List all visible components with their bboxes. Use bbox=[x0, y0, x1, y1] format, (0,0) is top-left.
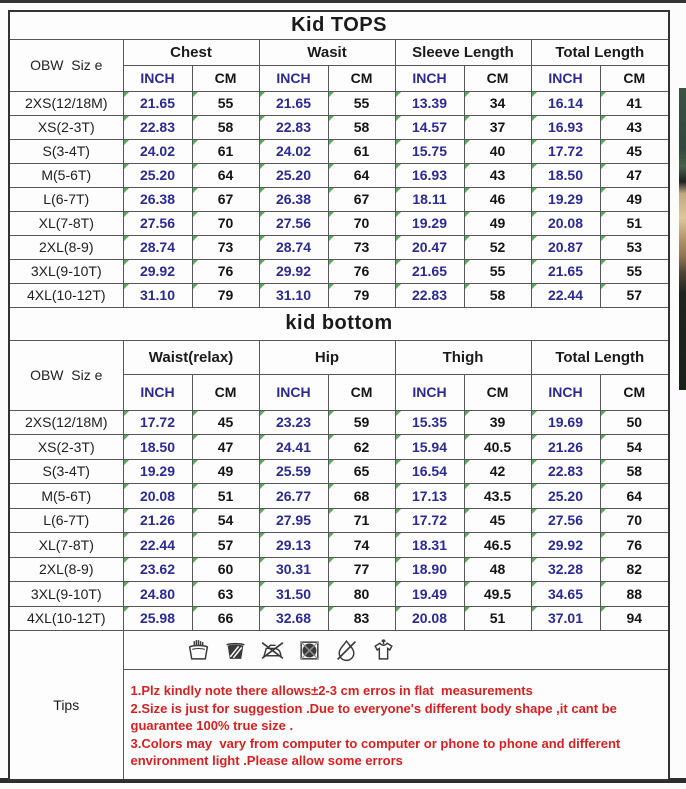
tips-section bbox=[9, 631, 669, 780]
cm-value: 64 bbox=[192, 163, 259, 187]
inch-value: 17.13 bbox=[395, 484, 464, 509]
unit-header-inch: INCH bbox=[395, 65, 464, 91]
kid-tops-title-row bbox=[9, 11, 669, 39]
inch-value: 21.65 bbox=[259, 91, 328, 115]
do-not-bleach-icon bbox=[334, 638, 359, 663]
care-icons bbox=[186, 638, 396, 663]
cm-value: 79 bbox=[328, 283, 395, 307]
size-label: XL(7-8T) bbox=[9, 533, 123, 558]
cm-value: 58 bbox=[464, 283, 531, 307]
group-header-total-length: Total Length bbox=[531, 39, 669, 65]
size-row bbox=[9, 283, 669, 307]
cm-value: 43 bbox=[600, 115, 669, 139]
inch-value: 16.93 bbox=[395, 163, 464, 187]
cm-value: 58 bbox=[328, 115, 395, 139]
cm-value: 73 bbox=[192, 235, 259, 259]
size-label: 3XL(9-10T) bbox=[9, 259, 123, 283]
size-row bbox=[9, 435, 669, 460]
inch-value: 24.02 bbox=[123, 139, 192, 163]
inch-value: 31.10 bbox=[259, 283, 328, 307]
inch-value: 24.02 bbox=[259, 139, 328, 163]
cm-value: 48 bbox=[464, 557, 531, 582]
obw-size-header: OBW Siz e bbox=[9, 39, 123, 91]
cm-value: 49.5 bbox=[464, 582, 531, 607]
inch-value: 15.75 bbox=[395, 139, 464, 163]
cm-value: 61 bbox=[192, 139, 259, 163]
cm-value: 60 bbox=[192, 557, 259, 582]
size-label: XL(7-8T) bbox=[9, 211, 123, 235]
kid-bottom-title-row bbox=[9, 307, 669, 340]
cm-value: 79 bbox=[192, 283, 259, 307]
cm-value: 70 bbox=[192, 211, 259, 235]
size-row bbox=[9, 410, 669, 435]
cm-value: 39 bbox=[464, 410, 531, 435]
inch-value: 13.39 bbox=[395, 91, 464, 115]
cm-value: 37 bbox=[464, 115, 531, 139]
kid-bottom-body bbox=[9, 410, 669, 631]
kid-tops-header bbox=[9, 11, 669, 91]
inch-value: 34.65 bbox=[531, 582, 600, 607]
size-row bbox=[9, 235, 669, 259]
cm-value: 40.5 bbox=[464, 435, 531, 460]
tip-line-1: 1.Plz kindly note there allows±2-3 cm erros in flat measurements bbox=[130, 683, 533, 698]
cm-value: 77 bbox=[328, 557, 395, 582]
inch-value: 19.29 bbox=[395, 211, 464, 235]
cm-value: 42 bbox=[464, 459, 531, 484]
inch-value: 16.93 bbox=[531, 115, 600, 139]
cm-value: 43.5 bbox=[464, 484, 531, 509]
cm-value: 70 bbox=[328, 211, 395, 235]
cm-value: 49 bbox=[192, 459, 259, 484]
size-row bbox=[9, 557, 669, 582]
cm-value: 68 bbox=[328, 484, 395, 509]
inch-value: 17.72 bbox=[531, 139, 600, 163]
unit-header-inch: INCH bbox=[123, 65, 192, 91]
unit-header-cm: CM bbox=[464, 65, 531, 91]
group-header-hip: Hip bbox=[259, 340, 395, 374]
inch-value: 20.47 bbox=[395, 235, 464, 259]
size-label: 2XL(8-9) bbox=[9, 235, 123, 259]
inch-value: 31.50 bbox=[259, 582, 328, 607]
size-label: 4XL(10-12T) bbox=[9, 606, 123, 631]
inch-value: 29.92 bbox=[531, 533, 600, 558]
cm-value: 55 bbox=[192, 91, 259, 115]
unit-header-cm: CM bbox=[328, 65, 395, 91]
inch-value: 21.65 bbox=[123, 91, 192, 115]
kid-tops-group-row bbox=[9, 39, 669, 65]
cm-value: 45 bbox=[464, 508, 531, 533]
cm-value: 71 bbox=[328, 508, 395, 533]
inch-value: 22.83 bbox=[395, 283, 464, 307]
inch-value: 19.29 bbox=[531, 187, 600, 211]
inch-value: 28.74 bbox=[123, 235, 192, 259]
inch-value: 32.28 bbox=[531, 557, 600, 582]
unit-header-inch: INCH bbox=[259, 65, 328, 91]
cm-value: 70 bbox=[600, 508, 669, 533]
cm-value: 62 bbox=[328, 435, 395, 460]
inch-value: 22.44 bbox=[123, 533, 192, 558]
size-label: M(5-6T) bbox=[9, 484, 123, 509]
size-label: L(6-7T) bbox=[9, 187, 123, 211]
do-not-tumble-dry-icon bbox=[297, 638, 322, 663]
inch-value: 22.83 bbox=[123, 115, 192, 139]
size-row bbox=[9, 163, 669, 187]
adjacent-photo-sliver bbox=[679, 88, 686, 390]
cm-value: 82 bbox=[600, 557, 669, 582]
size-label: S(3-4T) bbox=[9, 459, 123, 484]
inch-value: 32.68 bbox=[259, 606, 328, 631]
size-label: XS(2-3T) bbox=[9, 435, 123, 460]
tip-line-2: 2.Size is just for suggestion .Due to everyone's different body shape ,it cant be guarantee 100% true size . bbox=[130, 700, 621, 733]
cm-value: 47 bbox=[192, 435, 259, 460]
inch-value: 18.90 bbox=[395, 557, 464, 582]
size-row bbox=[9, 115, 669, 139]
inch-value: 16.54 bbox=[395, 459, 464, 484]
inch-value: 23.62 bbox=[123, 557, 192, 582]
cm-value: 51 bbox=[600, 211, 669, 235]
kid-bottom-title: kid bottom bbox=[9, 307, 669, 340]
size-row bbox=[9, 582, 669, 607]
inch-value: 27.56 bbox=[123, 211, 192, 235]
inch-value: 20.08 bbox=[395, 606, 464, 631]
group-header-waist: Wasit bbox=[259, 39, 395, 65]
cm-value: 49 bbox=[600, 187, 669, 211]
inch-value: 25.20 bbox=[531, 484, 600, 509]
inch-value: 24.80 bbox=[123, 582, 192, 607]
shirt-hang-dry-icon bbox=[371, 638, 396, 663]
inch-value: 15.94 bbox=[395, 435, 464, 460]
unit-header-cm: CM bbox=[192, 374, 259, 410]
cm-value: 61 bbox=[328, 139, 395, 163]
kid-bottom-group-row bbox=[9, 340, 669, 374]
unit-header-cm: CM bbox=[464, 374, 531, 410]
inch-value: 23.23 bbox=[259, 410, 328, 435]
unit-header-cm: CM bbox=[328, 374, 395, 410]
cm-value: 64 bbox=[600, 484, 669, 509]
hand-wash-icon bbox=[186, 638, 211, 663]
size-row bbox=[9, 259, 669, 283]
group-header-sleeve-length: Sleeve Length bbox=[395, 39, 531, 65]
cm-value: 43 bbox=[464, 163, 531, 187]
size-row bbox=[9, 211, 669, 235]
cm-value: 58 bbox=[600, 459, 669, 484]
size-label: S(3-4T) bbox=[9, 139, 123, 163]
unit-header-inch: INCH bbox=[395, 374, 464, 410]
cm-value: 49 bbox=[464, 211, 531, 235]
tips-label: Tips bbox=[9, 631, 123, 780]
group-header-total-length: Total Length bbox=[531, 340, 669, 374]
inch-value: 14.57 bbox=[395, 115, 464, 139]
unit-header-cm: CM bbox=[600, 65, 669, 91]
care-icons-row bbox=[9, 631, 669, 670]
inch-value: 27.56 bbox=[531, 508, 600, 533]
size-label: 3XL(9-10T) bbox=[9, 582, 123, 607]
tip-line-3: 3.Colors may vary from computer to computer or phone to phone and different environment light .Please allow some errors bbox=[130, 735, 624, 768]
cm-value: 66 bbox=[192, 606, 259, 631]
kid-tops-title: Kid TOPS bbox=[9, 11, 669, 39]
unit-header-cm: CM bbox=[192, 65, 259, 91]
cm-value: 63 bbox=[192, 582, 259, 607]
cm-value: 57 bbox=[192, 533, 259, 558]
cm-value: 51 bbox=[464, 606, 531, 631]
size-label: 2XS(12/18M) bbox=[9, 91, 123, 115]
kid-bottom-header bbox=[9, 307, 669, 410]
size-row bbox=[9, 91, 669, 115]
size-row bbox=[9, 459, 669, 484]
cm-value: 55 bbox=[600, 259, 669, 283]
unit-header-inch: INCH bbox=[123, 374, 192, 410]
inch-value: 30.31 bbox=[259, 557, 328, 582]
cm-value: 67 bbox=[192, 187, 259, 211]
size-row bbox=[9, 533, 669, 558]
inch-value: 19.49 bbox=[395, 582, 464, 607]
inch-value: 26.38 bbox=[259, 187, 328, 211]
kid-tops-body bbox=[9, 91, 669, 307]
cm-value: 67 bbox=[328, 187, 395, 211]
cm-value: 41 bbox=[600, 91, 669, 115]
cm-value: 76 bbox=[328, 259, 395, 283]
inch-value: 27.56 bbox=[259, 211, 328, 235]
inch-value: 20.87 bbox=[531, 235, 600, 259]
size-row bbox=[9, 484, 669, 509]
inch-value: 29.92 bbox=[259, 259, 328, 283]
size-row bbox=[9, 187, 669, 211]
unit-header-cm: CM bbox=[600, 374, 669, 410]
size-label: 4XL(10-12T) bbox=[9, 283, 123, 307]
page-top-divider bbox=[0, 0, 686, 3]
inch-value: 37.01 bbox=[531, 606, 600, 631]
cm-value: 73 bbox=[328, 235, 395, 259]
inch-value: 17.72 bbox=[123, 410, 192, 435]
cm-value: 53 bbox=[600, 235, 669, 259]
cm-value: 76 bbox=[600, 533, 669, 558]
cm-value: 74 bbox=[328, 533, 395, 558]
wash-tub-icon bbox=[223, 638, 248, 663]
inch-value: 31.10 bbox=[123, 283, 192, 307]
group-header-chest: Chest bbox=[123, 39, 259, 65]
cm-value: 83 bbox=[328, 606, 395, 631]
cm-value: 88 bbox=[600, 582, 669, 607]
cm-value: 50 bbox=[600, 410, 669, 435]
inch-value: 21.26 bbox=[123, 508, 192, 533]
care-icons-cell bbox=[123, 631, 669, 670]
size-label: 2XS(12/18M) bbox=[9, 410, 123, 435]
do-not-iron-icon bbox=[260, 638, 285, 663]
inch-value: 21.65 bbox=[395, 259, 464, 283]
inch-value: 21.26 bbox=[531, 435, 600, 460]
unit-header-inch: INCH bbox=[259, 374, 328, 410]
cm-value: 57 bbox=[600, 283, 669, 307]
inch-value: 17.72 bbox=[395, 508, 464, 533]
cm-value: 40 bbox=[464, 139, 531, 163]
size-row bbox=[9, 606, 669, 631]
inch-value: 19.29 bbox=[123, 459, 192, 484]
inch-value: 19.69 bbox=[531, 410, 600, 435]
size-row bbox=[9, 508, 669, 533]
inch-value: 25.98 bbox=[123, 606, 192, 631]
inch-value: 21.65 bbox=[531, 259, 600, 283]
inch-value: 22.83 bbox=[531, 459, 600, 484]
unit-header-inch: INCH bbox=[531, 374, 600, 410]
inch-value: 18.50 bbox=[531, 163, 600, 187]
cm-value: 46.5 bbox=[464, 533, 531, 558]
inch-value: 22.44 bbox=[531, 283, 600, 307]
inch-value: 26.77 bbox=[259, 484, 328, 509]
inch-value: 20.08 bbox=[531, 211, 600, 235]
cm-value: 52 bbox=[464, 235, 531, 259]
cm-value: 45 bbox=[192, 410, 259, 435]
cm-value: 59 bbox=[328, 410, 395, 435]
cm-value: 54 bbox=[600, 435, 669, 460]
cm-value: 65 bbox=[328, 459, 395, 484]
size-label: XS(2-3T) bbox=[9, 115, 123, 139]
inch-value: 25.20 bbox=[259, 163, 328, 187]
obw-size-header: OBW Siz e bbox=[9, 340, 123, 410]
inch-value: 28.74 bbox=[259, 235, 328, 259]
cm-value: 58 bbox=[192, 115, 259, 139]
size-chart-table bbox=[8, 10, 670, 781]
cm-value: 94 bbox=[600, 606, 669, 631]
cm-value: 51 bbox=[192, 484, 259, 509]
inch-value: 16.14 bbox=[531, 91, 600, 115]
group-header-thigh: Thigh bbox=[395, 340, 531, 374]
inch-value: 22.83 bbox=[259, 115, 328, 139]
size-row bbox=[9, 139, 669, 163]
inch-value: 24.41 bbox=[259, 435, 328, 460]
cm-value: 47 bbox=[600, 163, 669, 187]
size-label: L(6-7T) bbox=[9, 508, 123, 533]
cm-value: 55 bbox=[328, 91, 395, 115]
size-label: M(5-6T) bbox=[9, 163, 123, 187]
cm-value: 55 bbox=[464, 259, 531, 283]
inch-value: 25.59 bbox=[259, 459, 328, 484]
cm-value: 64 bbox=[328, 163, 395, 187]
inch-value: 18.31 bbox=[395, 533, 464, 558]
cm-value: 45 bbox=[600, 139, 669, 163]
tips-text-cell bbox=[123, 670, 669, 780]
cm-value: 46 bbox=[464, 187, 531, 211]
inch-value: 18.50 bbox=[123, 435, 192, 460]
inch-value: 27.95 bbox=[259, 508, 328, 533]
cm-value: 54 bbox=[192, 508, 259, 533]
cm-value: 76 bbox=[192, 259, 259, 283]
inch-value: 29.13 bbox=[259, 533, 328, 558]
inch-value: 18.11 bbox=[395, 187, 464, 211]
unit-header-inch: INCH bbox=[531, 65, 600, 91]
inch-value: 29.92 bbox=[123, 259, 192, 283]
size-label: 2XL(8-9) bbox=[9, 557, 123, 582]
cm-value: 80 bbox=[328, 582, 395, 607]
inch-value: 25.20 bbox=[123, 163, 192, 187]
inch-value: 15.35 bbox=[395, 410, 464, 435]
group-header-waist-relax: Waist(relax) bbox=[123, 340, 259, 374]
cm-value: 34 bbox=[464, 91, 531, 115]
inch-value: 26.38 bbox=[123, 187, 192, 211]
inch-value: 20.08 bbox=[123, 484, 192, 509]
